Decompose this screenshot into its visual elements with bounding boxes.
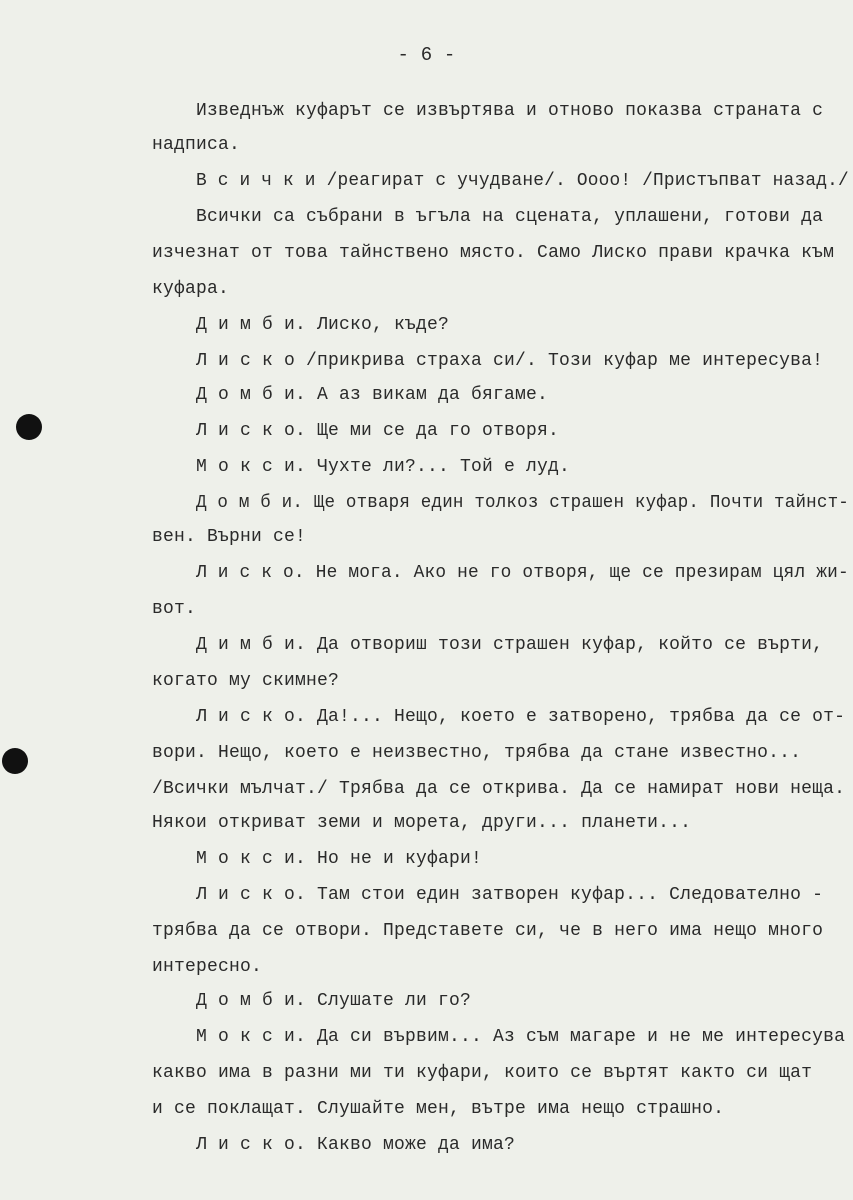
text-line: Д и м б и. Лиско, къде? bbox=[196, 315, 450, 335]
text-line: Л и с к о. Там стои един затворен куфар... Следователно - bbox=[196, 885, 824, 905]
text-line: Л и с к о /прикрива страха си/. Този куфар ме интересува! bbox=[196, 351, 824, 371]
text-line: Л и с к о. Ще ми се да го отворя. bbox=[196, 421, 560, 441]
text-line: интересно. bbox=[152, 957, 263, 977]
page-number: - 6 - bbox=[397, 44, 456, 66]
text-line: М о к с и. Да си вървим... Аз съм магаре и не ме интересува bbox=[196, 1027, 846, 1047]
text-line: Д и м б и. Да отвориш този страшен куфар, който се върти, bbox=[196, 635, 824, 655]
text-line: какво има в разни ми ти куфари, които се въртят както си щат bbox=[152, 1063, 813, 1083]
text-line: трябва да се отвори. Представете си, че в него има нещо много bbox=[152, 921, 824, 941]
text-line: вори. Нещо, което е неизвестно, трябва да стане известно... bbox=[152, 743, 802, 763]
text-line: изчезнат от това тайнствено място. Само Лиско прави крачка към bbox=[152, 243, 835, 263]
text-line: Л и с к о. Не мога. Ако не го отворя, ще се презирам цял жи- bbox=[196, 563, 849, 583]
text-line: Някои откриват земи и морета, други... планети... bbox=[152, 813, 692, 833]
text-line: когато му скимне? bbox=[152, 671, 340, 691]
punch-hole bbox=[2, 748, 28, 774]
text-line: Д о м б и. Слушате ли го? bbox=[196, 991, 472, 1011]
text-line: Изведнъж куфарът се извъртява и отново показва страната с bbox=[196, 101, 824, 121]
text-line: вен. Върни се! bbox=[152, 527, 307, 547]
text-line: Д о м б и. А аз викам да бягаме. bbox=[196, 385, 549, 405]
text-line: Л и с к о. Какво може да има? bbox=[196, 1135, 516, 1155]
text-line: Всички са събрани в ъгъла на сцената, уплашени, готови да bbox=[196, 207, 824, 227]
text-line: М о к с и. Но не и куфари! bbox=[196, 849, 483, 869]
text-line: куфара. bbox=[152, 279, 230, 299]
text-line: Д о м б и. Ще отваря един толкоз страшен куфар. Почти тайнст- bbox=[196, 493, 849, 513]
text-line: надписа. bbox=[152, 135, 241, 155]
text-line: М о к с и. Чухте ли?... Той е луд. bbox=[196, 457, 571, 477]
text-line: Л и с к о. Да!... Нещо, което е затворено, трябва да се от- bbox=[196, 707, 846, 727]
text-line: вот. bbox=[152, 599, 197, 619]
text-line: /Всички мълчат./ Трябва да се открива. Да се намират нови неща. bbox=[152, 779, 846, 799]
text-line: В с и ч к и /реагират с учудване/. Оооо! /Пристъпват назад./ bbox=[196, 171, 849, 191]
text-line: и се поклащат. Слушайте мен, вътре има нещо страшно. bbox=[152, 1099, 725, 1119]
punch-hole bbox=[16, 414, 42, 440]
